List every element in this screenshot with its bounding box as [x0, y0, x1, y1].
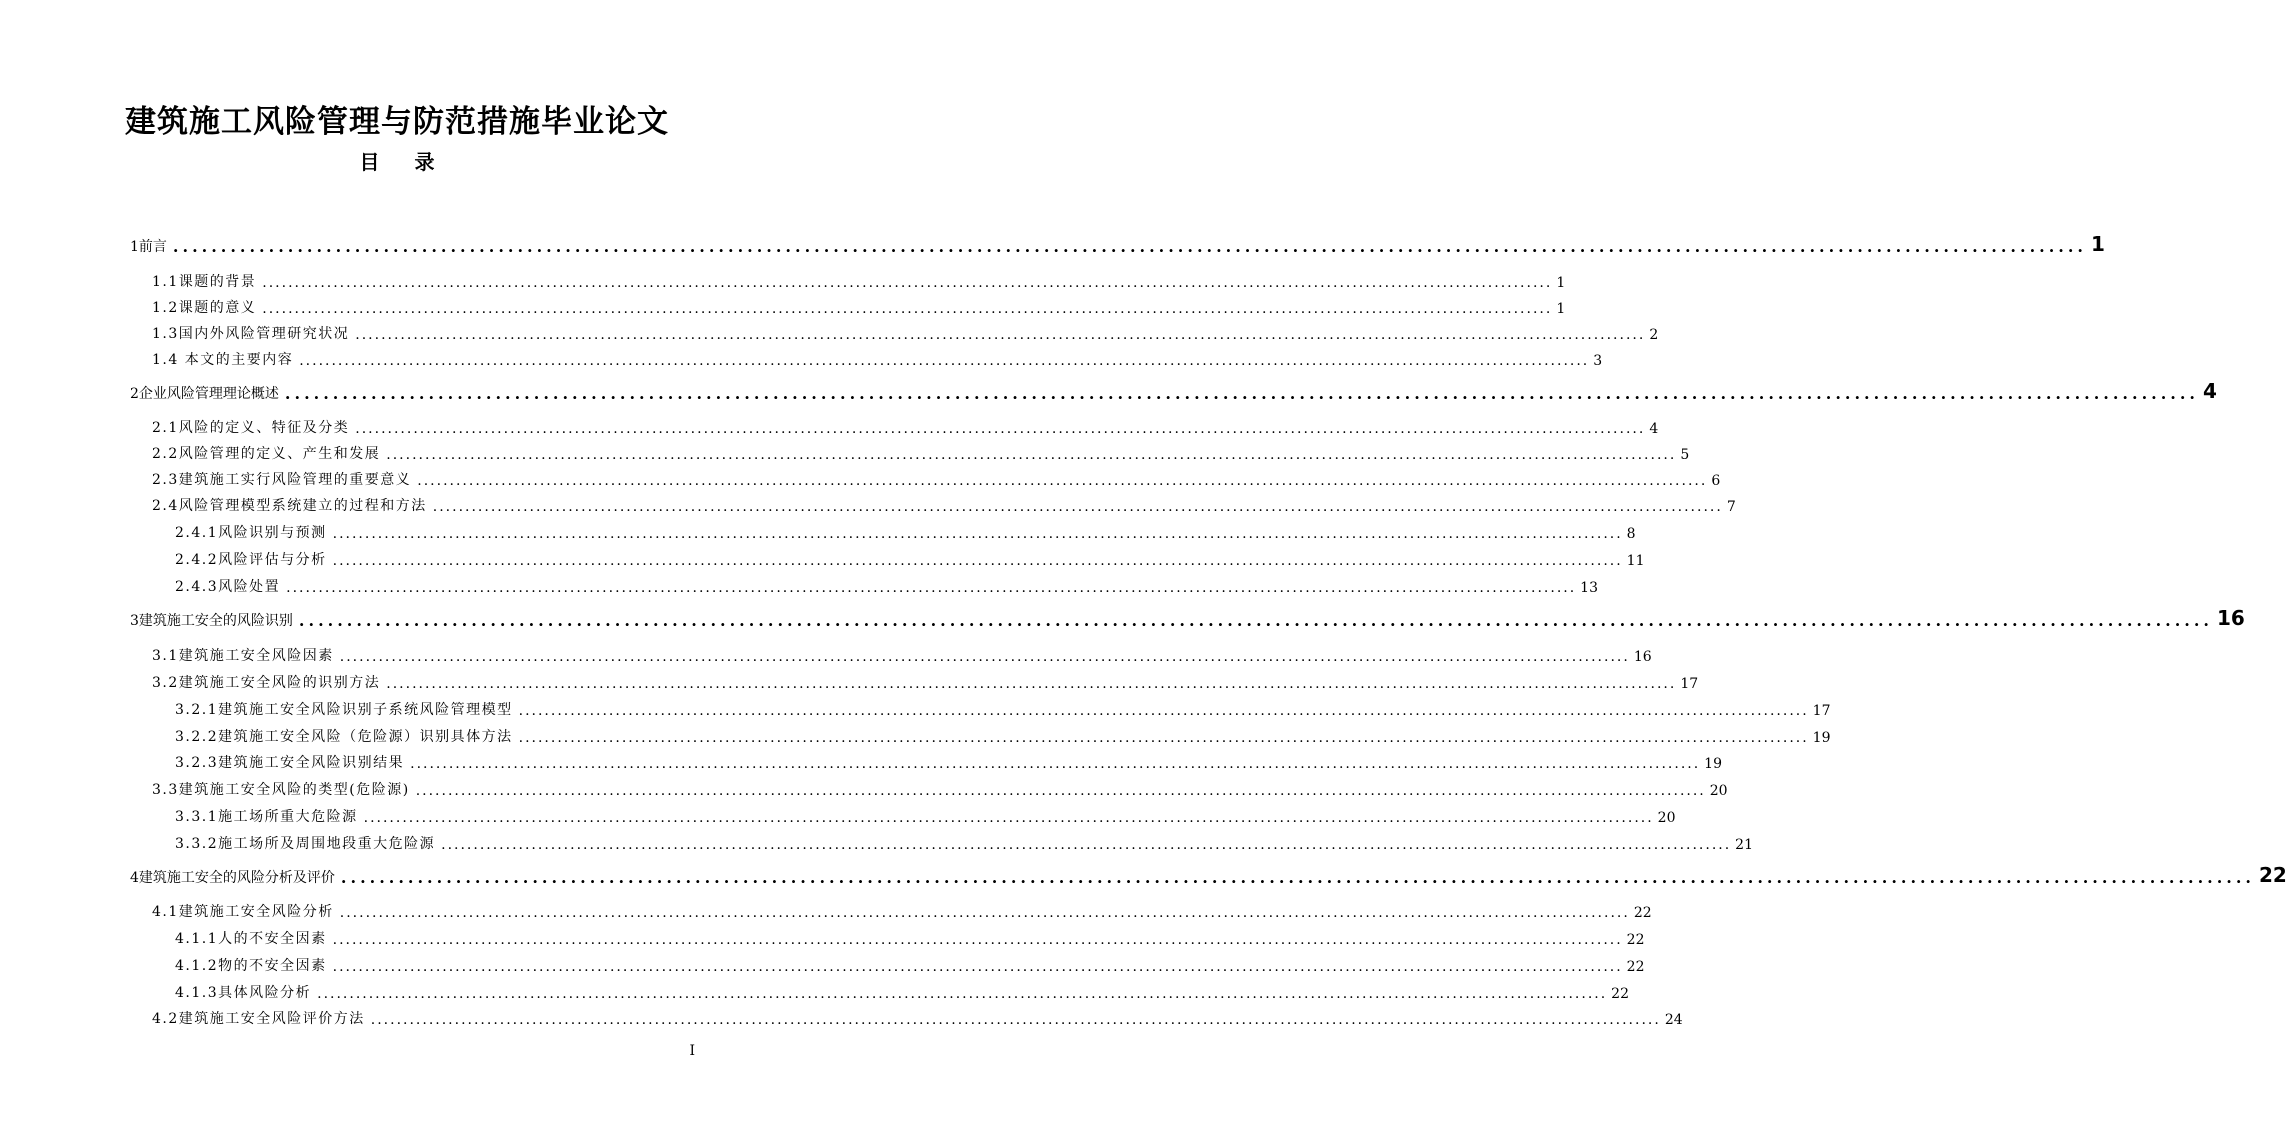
toc-entry-level-3[interactable] — [175, 543, 1645, 569]
toc-page-number: 6 — [1711, 473, 1721, 489]
document-title: 建筑施工风险管理与防范措施毕业论文 — [125, 104, 669, 140]
toc-entry-title: 1前言 — [130, 239, 167, 255]
toc-page-number: 7 — [1726, 499, 1736, 515]
toc-dot-leader: ........................................................................................................................................................................................................ — [410, 756, 1701, 772]
toc-entry-title: 2.4风险管理模型系统建立的过程和方法 — [152, 498, 427, 514]
toc-row — [0, 489, 1736, 515]
toc-page-number: 1 — [1556, 275, 1566, 291]
toc-row — [0, 976, 1629, 1002]
toc-row — [0, 291, 1566, 317]
toc-page-number: 22 — [1626, 932, 1645, 948]
toc-entry-title: 3.2.3建筑施工安全风险识别结果 — [175, 755, 405, 771]
toc-entry-title: 2.2风险管理的定义、产生和发展 — [152, 446, 381, 462]
toc-page-number: 5 — [1680, 447, 1690, 463]
toc-page-number: 13 — [1580, 580, 1598, 596]
toc-page-number: 2 — [1649, 327, 1659, 343]
toc-row — [0, 639, 1652, 665]
toc-entry-title: 4.1建筑施工安全风险分析 — [152, 904, 334, 920]
toc-page-number: 3 — [1593, 353, 1603, 369]
toc-row — [0, 1002, 1683, 1028]
toc-entry-title: 1.1课题的背景 — [152, 274, 257, 290]
toc-entry-title: 3.1建筑施工安全风险因素 — [152, 648, 334, 664]
toc-entry-title: 3.3建筑施工安全风险的类型(危险源) — [152, 782, 410, 798]
toc-entry-level-3[interactable] — [175, 516, 1636, 542]
toc-dot-leader: ........................................................................................................................................................................................................ — [370, 1012, 1661, 1028]
toc-page-number: 20 — [1657, 810, 1676, 826]
toc-entry-title: 3.2建筑施工安全风险的识别方法 — [152, 675, 381, 691]
toc-row — [0, 570, 1598, 596]
toc-entry-level-2[interactable] — [152, 411, 1659, 437]
toc-entry-title: 2.3建筑施工实行风险管理的重要意义 — [152, 472, 412, 488]
toc-dot-leader: ........................................................................................................................................................................................................ — [355, 327, 1646, 343]
toc-entry-level-1[interactable] — [130, 861, 2287, 887]
toc-entry-title: 2.4.3风险处置 — [175, 579, 281, 595]
toc-row — [0, 720, 1831, 746]
toc-page-number: 22 — [1626, 959, 1645, 975]
toc-dot-leader: ........................................................................................................................................................................................................ — [332, 959, 1623, 975]
toc-page-number: 24 — [1664, 1012, 1683, 1028]
toc-entry-title: 2.1风险的定义、特征及分类 — [152, 420, 350, 436]
toc-entry-title: 2.4.2风险评估与分析 — [175, 552, 327, 568]
toc-entry-title: 1.4 本文的主要内容 — [152, 352, 294, 368]
toc-page-number: 16 — [1633, 649, 1652, 665]
toc-dot-leader: ........................................................................................................................................................................................................ — [262, 275, 1553, 291]
toc-entry-title: 2企业风险管理理论概述 — [130, 386, 279, 402]
toc-entry-level-1[interactable] — [130, 377, 2217, 403]
toc-entry-level-3[interactable] — [175, 976, 1629, 1002]
toc-entry-level-2[interactable] — [152, 773, 1728, 799]
toc-dot-leader: ........................................................................................................................................................................................................ — [355, 421, 1646, 437]
toc-row — [0, 773, 1728, 799]
toc-page-number: 22 — [1633, 905, 1652, 921]
toc-dot-leader: ........................................................................................................................................................................................................ — [417, 473, 1708, 489]
toc-page-number: 4 — [1649, 421, 1659, 437]
toc-entry-level-1[interactable] — [130, 604, 2245, 630]
toc-heading: 目 录 — [359, 150, 449, 174]
toc-entry-title: 1.3国内外风险管理研究状况 — [152, 326, 350, 342]
toc-row — [0, 800, 1676, 826]
toc-row — [0, 317, 1659, 343]
toc-dot-leader: ........................................................................................................................................................................................................ — [317, 986, 1608, 1002]
toc-entry-level-3[interactable] — [175, 800, 1676, 826]
toc-row — [0, 827, 1753, 853]
toc-row — [0, 666, 1699, 692]
toc-entry-level-1[interactable] — [130, 230, 2105, 256]
toc-entry-title: 3.3.1施工场所重大危险源 — [175, 809, 358, 825]
toc-entry-title: 4建筑施工安全的风险分析及评价 — [130, 870, 335, 886]
toc-entry-title: 4.1.1人的不安全因素 — [175, 931, 327, 947]
toc-row — [0, 861, 2287, 887]
toc-entry-level-2[interactable] — [152, 489, 1736, 515]
toc-entry-title: 4.1.3具体风险分析 — [175, 985, 312, 1001]
toc-row — [0, 693, 1831, 719]
footer-page-number: I — [689, 1043, 695, 1059]
toc-dot-leader: ........................................................................................................................................................................................................ — [299, 353, 1590, 369]
toc-dot-leader: ........................................................................................................................................................................................................ — [332, 526, 1623, 542]
toc-row — [0, 463, 1721, 489]
toc-page-number: 1 — [2090, 232, 2105, 256]
toc-entry-level-2[interactable] — [152, 666, 1699, 692]
toc-page-number: 11 — [1626, 553, 1645, 569]
toc-dot-leader: ........................................................................................................................................................................................................ — [441, 837, 1732, 853]
toc-page-number: 17 — [1680, 676, 1699, 692]
toc-entry-level-2[interactable] — [152, 1002, 1683, 1028]
toc-entry-level-3[interactable] — [175, 720, 1831, 746]
toc-entry-level-2[interactable] — [152, 291, 1566, 317]
toc-dot-leader: ........................................................................................................................................................................................................ — [286, 580, 1577, 596]
toc-page-number: 22 — [2258, 863, 2287, 887]
toc-row — [0, 343, 1603, 369]
toc-page-number: 17 — [1812, 703, 1831, 719]
toc-entry-title: 4.1.2物的不安全因素 — [175, 958, 327, 974]
toc-entry-level-3[interactable] — [175, 827, 1753, 853]
toc-dot-leader: ........................................................................................................................................................................................................ — [386, 676, 1677, 692]
toc-dot-leader: ........................................................................................................................................................................................................ — [262, 301, 1553, 317]
toc-entry-title: 3.2.2建筑施工安全风险（危险源）识别具体方法 — [175, 729, 513, 745]
toc-row — [0, 922, 1645, 948]
toc-entry-title: 3建筑施工安全的风险识别 — [130, 613, 293, 629]
toc-page-number: 16 — [2216, 606, 2245, 630]
toc-row — [0, 411, 1659, 437]
toc-entry-level-2[interactable] — [152, 639, 1652, 665]
toc-dot-leader: ........................................................................................................................................................................................................ — [340, 868, 2255, 887]
toc-dot-leader: ........................................................................................................................................................................................................ — [298, 611, 2213, 630]
toc-page-number: 22 — [1611, 986, 1629, 1002]
toc-entry-level-2[interactable] — [152, 265, 1566, 291]
toc-page-number: 20 — [1709, 783, 1728, 799]
toc-row — [0, 746, 1722, 772]
toc-row — [0, 377, 2217, 403]
toc-page-number: 8 — [1626, 526, 1636, 542]
toc-page-number: 19 — [1704, 756, 1722, 772]
toc-dot-leader: ........................................................................................................................................................................................................ — [332, 932, 1623, 948]
toc-entry-title: 4.2建筑施工安全风险评价方法 — [152, 1011, 365, 1027]
toc-entry-level-3[interactable] — [175, 693, 1831, 719]
toc-row — [0, 895, 1652, 921]
toc-entry-level-3[interactable] — [175, 746, 1722, 772]
toc-entry-level-2[interactable] — [152, 895, 1652, 921]
toc-entry-level-2[interactable] — [152, 317, 1659, 343]
toc-row — [0, 230, 2105, 256]
toc-dot-leader: ........................................................................................................................................................................................................ — [415, 783, 1706, 799]
toc-dot-leader: ........................................................................................................................................................................................................ — [172, 237, 2087, 256]
toc-page-number: 1 — [1556, 301, 1566, 317]
toc-row — [0, 604, 2245, 630]
toc-entry-level-3[interactable] — [175, 922, 1645, 948]
toc-entry-title: 3.2.1建筑施工安全风险识别子系统风险管理模型 — [175, 702, 513, 718]
toc-dot-leader: ........................................................................................................................................................................................................ — [432, 499, 1723, 515]
toc-row — [0, 949, 1645, 975]
toc-entry-level-2[interactable] — [152, 437, 1690, 463]
toc-dot-leader: ........................................................................................................................................................................................................ — [363, 810, 1654, 826]
toc-dot-leader: ........................................................................................................................................................................................................ — [339, 905, 1630, 921]
toc-entry-level-3[interactable] — [175, 570, 1598, 596]
toc-page-number: 21 — [1735, 837, 1753, 853]
toc-entry-title: 3.3.2施工场所及周围地段重大危险源 — [175, 836, 436, 852]
toc-entry-title: 1.2课题的意义 — [152, 300, 257, 316]
toc-entry-title: 2.4.1风险识别与预测 — [175, 525, 327, 541]
toc-row — [0, 543, 1645, 569]
toc-page-number: 19 — [1812, 730, 1831, 746]
toc-page-number: 4 — [2202, 379, 2217, 403]
toc-entry-level-3[interactable] — [175, 949, 1645, 975]
toc-row — [0, 265, 1566, 291]
toc-dot-leader: ........................................................................................................................................................................................................ — [284, 384, 2199, 403]
toc-dot-leader: ........................................................................................................................................................................................................ — [518, 730, 1809, 746]
toc-row — [0, 437, 1690, 463]
toc-dot-leader: ........................................................................................................................................................................................................ — [332, 553, 1623, 569]
toc-dot-leader: ........................................................................................................................................................................................................ — [518, 703, 1809, 719]
toc-dot-leader: ........................................................................................................................................................................................................ — [386, 447, 1677, 463]
toc-entry-level-2[interactable] — [152, 463, 1721, 489]
toc-row — [0, 516, 1636, 542]
toc-dot-leader: ........................................................................................................................................................................................................ — [339, 649, 1630, 665]
toc-entry-level-2[interactable] — [152, 343, 1603, 369]
